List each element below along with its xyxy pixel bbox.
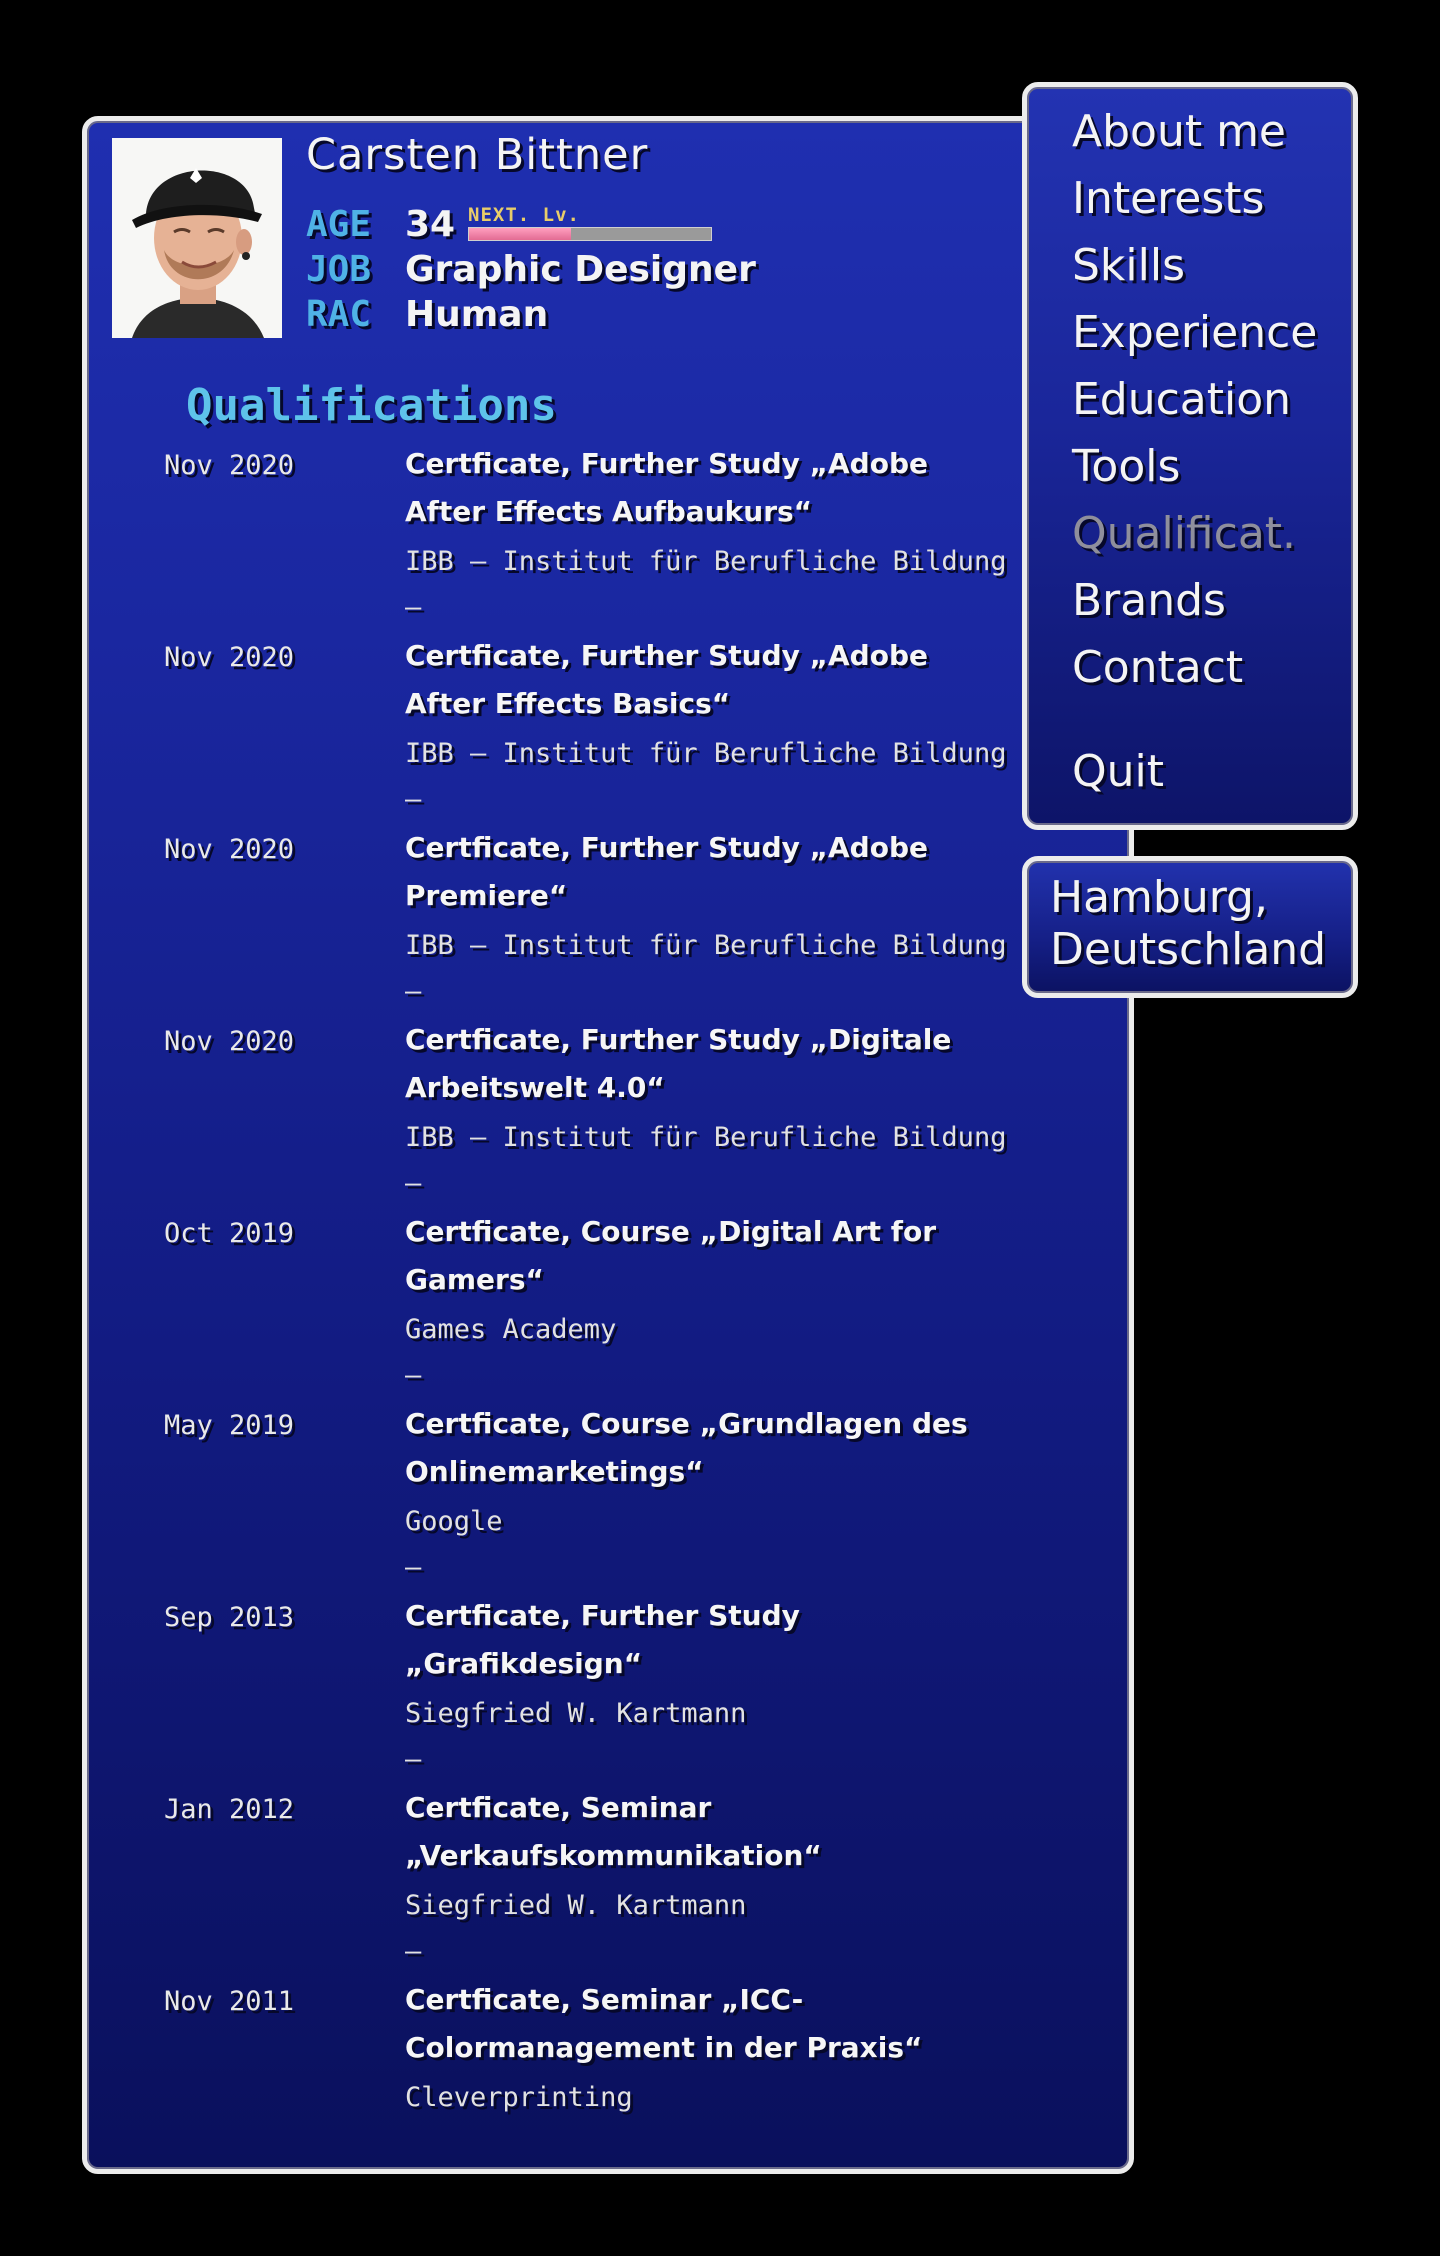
qualification-title: Certficate, Course „Grundlagen des Onlinemarketings“ — [405, 1407, 968, 1488]
menu-item-about-me[interactable]: About me — [1072, 106, 1287, 157]
next-level-progress-fill — [469, 228, 571, 240]
qualification-title: Certficate, Further Study „Adobe Premiere“ — [405, 831, 928, 912]
menu-item-brands[interactable]: Brands — [1072, 575, 1226, 626]
character-name: Carsten Bittner — [306, 130, 649, 180]
menu-item-quit[interactable]: Quit — [1072, 746, 1164, 797]
qualification-separator: – — [405, 784, 422, 815]
menu-item-education[interactable]: Education — [1072, 374, 1292, 425]
qualification-date: Nov 2020 — [164, 834, 295, 865]
job-label: JOB — [306, 249, 372, 290]
section-title: Qualifications — [186, 380, 557, 431]
qualification-separator: – — [405, 1360, 422, 1391]
age-label: AGE — [306, 204, 372, 245]
menu-item-tools[interactable]: Tools — [1072, 441, 1181, 492]
avatar — [112, 138, 282, 338]
qualification-separator: – — [405, 592, 422, 623]
menu-item-skills[interactable]: Skills — [1072, 240, 1186, 291]
qualification-institution: Google — [405, 1506, 503, 1537]
race-value: Human — [405, 294, 549, 335]
location-city: Hamburg, — [1050, 872, 1268, 923]
avatar-portrait-icon — [112, 138, 282, 338]
qualification-date: Nov 2020 — [164, 642, 295, 673]
menu-item-interests[interactable]: Interests — [1072, 173, 1265, 224]
location-text — [1050, 872, 1326, 976]
race-label: RAC — [306, 294, 372, 335]
qualification-separator: – — [405, 1552, 422, 1583]
menu-item-contact[interactable]: Contact — [1072, 642, 1244, 693]
qualification-date: Nov 2011 — [164, 1986, 295, 2017]
location-country: Deutschland — [1050, 924, 1327, 975]
qualification-date: Jan 2012 — [164, 1794, 295, 1825]
qualification-date: Nov 2020 — [164, 1026, 295, 1057]
next-level-label: NEXT. Lv. — [468, 204, 580, 226]
qualification-institution: IBB – Institut für Berufliche Bildung — [405, 546, 1007, 577]
qualification-date: May 2019 — [164, 1410, 295, 1441]
age-value: 34 — [405, 204, 456, 245]
qualification-title: Certficate, Further Study „Digitale Arbeitswelt 4.0“ — [405, 1023, 952, 1104]
qualification-institution: IBB – Institut für Berufliche Bildung — [405, 930, 1007, 961]
qualification-date: Sep 2013 — [164, 1602, 295, 1633]
qualification-separator: – — [405, 1936, 422, 1967]
qualification-institution: IBB – Institut für Berufliche Bildung — [405, 1122, 1007, 1153]
qualification-title: Certficate, Further Study „Adobe After Effects Aufbaukurs“ — [405, 447, 928, 528]
qualification-title: Certficate, Seminar „Verkaufskommunikation“ — [405, 1791, 822, 1872]
qualification-date: Oct 2019 — [164, 1218, 295, 1249]
menu-item-qualifications[interactable]: Qualificat. — [1072, 508, 1297, 559]
qualification-date: Nov 2020 — [164, 450, 295, 481]
job-value: Graphic Designer — [405, 249, 756, 290]
qualification-title: Certficate, Further Study „Adobe After Effects Basics“ — [405, 639, 928, 720]
qualification-title: Certficate, Course „Digital Art for Gamers“ — [405, 1215, 937, 1296]
qualification-institution: Cleverprinting — [405, 2082, 633, 2113]
qualification-separator: – — [405, 1744, 422, 1775]
qualification-title: Certficate, Further Study „Grafikdesign“ — [405, 1599, 800, 1680]
qualification-separator: – — [405, 1168, 422, 1199]
qualification-separator: – — [405, 976, 422, 1007]
qualification-institution: IBB – Institut für Berufliche Bildung — [405, 738, 1007, 769]
qualification-institution: Games Academy — [405, 1314, 617, 1345]
qualification-title: Certficate, Seminar „ICC-Colormanagement in der Praxis“ — [405, 1983, 923, 2064]
next-level-progress-bar — [468, 227, 712, 241]
menu-item-experience[interactable]: Experience — [1072, 307, 1318, 358]
qualification-institution: Siegfried W. Kartmann — [405, 1698, 747, 1729]
qualification-institution: Siegfried W. Kartmann — [405, 1890, 747, 1921]
